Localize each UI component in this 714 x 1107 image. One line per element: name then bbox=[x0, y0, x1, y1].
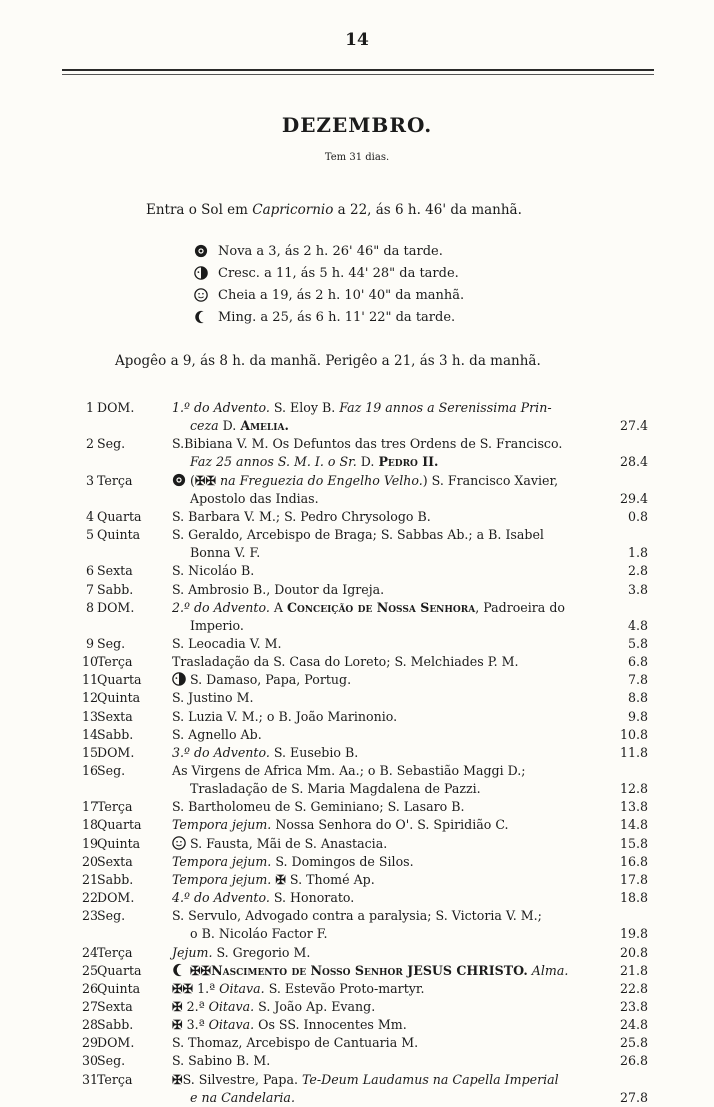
weekday: DOM. bbox=[97, 744, 135, 760]
moon-age: 14.8 bbox=[619, 817, 648, 833]
days-note: Tem 31 dias. bbox=[324, 152, 390, 163]
calendar-row bbox=[0, 1052, 714, 1070]
text-fragment: Nossa Senhora do O'. S. Spiridião C. bbox=[271, 817, 509, 833]
day-number: 20 bbox=[82, 853, 99, 869]
moon-age: 7.8 bbox=[627, 672, 648, 688]
text-fragment: Conceição de Nossa Senhora bbox=[286, 599, 476, 615]
text-fragment: Faz 19 annos a Serenissima Prin- bbox=[339, 400, 552, 415]
calendar-row bbox=[0, 980, 714, 998]
header-rule bbox=[62, 69, 654, 71]
text-fragment: D. bbox=[218, 418, 241, 434]
weekday: Terça bbox=[97, 654, 133, 670]
day-number: 8 bbox=[85, 599, 94, 615]
feast-text bbox=[172, 853, 414, 871]
text-fragment: Apostolo das Indias. bbox=[190, 490, 319, 506]
moon-age: 3.8 bbox=[627, 581, 648, 597]
text-fragment: Amelia. bbox=[240, 418, 289, 434]
day-number: 17 bbox=[82, 799, 99, 815]
moon-age: 22.8 bbox=[619, 980, 648, 996]
new-moon-icon bbox=[194, 244, 210, 260]
text-fragment: 2.º do Advento. bbox=[172, 599, 270, 615]
day-number: 25 bbox=[82, 962, 99, 978]
moon-phase-last-quarter bbox=[194, 310, 455, 326]
moon-age: 13.8 bbox=[619, 799, 648, 815]
cross-icon: ✠ bbox=[172, 1071, 183, 1087]
text-fragment: 1.º do Advento. bbox=[172, 400, 270, 415]
text-fragment: 3.º do Advento. bbox=[172, 744, 270, 760]
weekday: Sabb. bbox=[97, 871, 134, 887]
calendar-row bbox=[0, 581, 714, 599]
moon-age: 11.8 bbox=[619, 744, 648, 760]
text-fragment: S. Honorato. bbox=[269, 890, 355, 906]
cross-icon: ✠✠ bbox=[172, 980, 194, 996]
text-fragment: S.Bibiana V. M. Os Defuntos das tres Ordens de S. Francisco. bbox=[172, 436, 563, 452]
full-moon-icon bbox=[194, 288, 210, 304]
text-fragment: S. Agnello Ab. bbox=[172, 726, 262, 742]
day-number: 26 bbox=[82, 980, 99, 996]
feast-text bbox=[172, 581, 384, 599]
text-fragment: S. Eusebio B. bbox=[269, 744, 359, 760]
text-fragment: Pedro II. bbox=[378, 454, 439, 470]
day-number: 22 bbox=[82, 890, 99, 906]
feast-text bbox=[172, 871, 375, 889]
text-fragment: As Virgens de Africa Mm. Aa.; o B. Sebastião Maggi D.; bbox=[172, 763, 526, 778]
sun-entry bbox=[146, 202, 522, 218]
calendar-row bbox=[0, 853, 714, 871]
moon-age: 5.8 bbox=[627, 635, 648, 651]
calendar-row bbox=[0, 1016, 714, 1034]
feast-text bbox=[172, 998, 375, 1016]
calendar-row bbox=[0, 671, 714, 689]
weekday: Quinta bbox=[97, 835, 141, 851]
feast-text bbox=[172, 798, 465, 816]
text-fragment: , Padroeira do bbox=[475, 599, 565, 615]
text-fragment: S. Sabino B. M. bbox=[172, 1053, 271, 1069]
text-fragment: 1.ª bbox=[193, 980, 220, 996]
text-fragment: 3.ª bbox=[182, 1017, 209, 1033]
text-fragment: S. Servulo, Advogado contra a paralysia; S. Victoria V. M.; bbox=[172, 908, 542, 924]
calendar-row bbox=[0, 816, 714, 834]
text-fragment: Os SS. Innocentes Mm. bbox=[254, 1017, 407, 1033]
weekday: Sexta bbox=[97, 853, 133, 869]
text-fragment: S. Barbara V. M.; S. Pedro Chrysologo B. bbox=[172, 508, 431, 524]
feast-text bbox=[190, 490, 319, 508]
text-fragment: Jejum. bbox=[172, 944, 213, 960]
text-fragment: Trasladação de S. Maria Magdalena de Pazzi. bbox=[190, 781, 481, 797]
text-fragment: Nascimento de Nosso Senhor bbox=[211, 962, 408, 978]
moon-age: 16.8 bbox=[619, 853, 648, 869]
day-number: 5 bbox=[85, 527, 94, 543]
month-title: DEZEMBRO. bbox=[281, 113, 433, 137]
moon-age: 6.8 bbox=[627, 654, 648, 670]
feast-text bbox=[172, 635, 282, 653]
new-moon-icon bbox=[172, 473, 186, 492]
text-fragment: S. Geraldo, Arcebispo de Braga; S. Sabbas Ab.; a B. Isabel bbox=[172, 527, 544, 543]
cross-icon: ✠✠ bbox=[194, 472, 217, 488]
text-fragment: o B. Nicoláo Factor F. bbox=[190, 926, 328, 942]
feast-text bbox=[172, 907, 542, 925]
day-number: 9 bbox=[85, 635, 94, 651]
calendar-row-continuation bbox=[0, 1089, 714, 1107]
text-fragment: JESUS CHRISTO. bbox=[407, 962, 528, 978]
moon-age: 8.8 bbox=[627, 690, 648, 706]
day-number: 6 bbox=[85, 563, 94, 579]
text-fragment: ceza bbox=[190, 418, 219, 434]
last-quarter-icon bbox=[172, 963, 186, 982]
day-number: 2 bbox=[85, 436, 94, 452]
text-fragment: S. Ambrosio B., Doutor da Igreja. bbox=[172, 581, 385, 597]
calendar-row bbox=[0, 798, 714, 816]
last-quarter-icon bbox=[194, 310, 210, 326]
day-number: 24 bbox=[82, 944, 99, 960]
day-number: 13 bbox=[82, 708, 99, 724]
weekday: Quinta bbox=[97, 690, 141, 706]
cross-icon: ✠ bbox=[275, 871, 286, 887]
text-fragment: S. Bartholomeu de S. Geminiano; S. Lasaro B. bbox=[172, 799, 465, 815]
calendar-row bbox=[0, 998, 714, 1016]
day-number: 12 bbox=[82, 690, 99, 706]
text-fragment: 2.ª bbox=[182, 998, 209, 1014]
calendar-row bbox=[0, 689, 714, 707]
text-fragment: Te-Deum Laudamus na Capella Imperial bbox=[302, 1071, 559, 1087]
weekday: Terça bbox=[97, 1071, 133, 1087]
calendar-row bbox=[0, 1034, 714, 1052]
weekday: Quarta bbox=[97, 817, 142, 833]
text-fragment: D. bbox=[356, 454, 379, 470]
moon-age: 9.8 bbox=[627, 708, 648, 724]
text-fragment: S. Damaso, Papa, Portug. bbox=[190, 672, 352, 688]
weekday: Quinta bbox=[97, 527, 141, 543]
calendar-row bbox=[0, 562, 714, 580]
feast-text bbox=[172, 689, 254, 707]
page-number: 14 bbox=[345, 30, 369, 50]
weekday: Sabb. bbox=[97, 1017, 134, 1033]
moon-age: 27.4 bbox=[619, 418, 648, 434]
day-number: 18 bbox=[82, 817, 99, 833]
text-fragment: ( bbox=[190, 472, 195, 488]
feast-text bbox=[190, 453, 438, 471]
calendar-row bbox=[0, 835, 714, 853]
text-fragment: S. Domingos de Silos. bbox=[271, 853, 414, 869]
text-fragment: S. Estevão Proto-martyr. bbox=[264, 980, 425, 996]
day-number: 15 bbox=[82, 744, 99, 760]
feast-text bbox=[190, 617, 244, 635]
text-fragment: Bonna V. F. bbox=[190, 545, 261, 561]
calendar-row bbox=[0, 508, 714, 526]
day-number: 16 bbox=[82, 763, 99, 778]
text-fragment: S. Fausta, Mãi de S. Anastacia. bbox=[190, 835, 388, 851]
weekday: Quinta bbox=[97, 980, 141, 996]
moon-phase-text: Cresc. a 11, ás 5 h. 44' 28" da tarde. bbox=[218, 266, 459, 281]
calendar-row bbox=[0, 435, 714, 453]
feast-text bbox=[172, 1016, 407, 1034]
day-number: 28 bbox=[82, 1017, 99, 1033]
moon-age: 29.4 bbox=[619, 490, 648, 506]
weekday: Sabb. bbox=[97, 726, 134, 742]
weekday: DOM. bbox=[97, 400, 135, 415]
calendar-row-continuation bbox=[0, 617, 714, 635]
text-fragment: Alma. bbox=[527, 962, 569, 978]
weekday: Seg. bbox=[97, 1053, 126, 1069]
weekday: Terça bbox=[97, 944, 133, 960]
text-fragment: S. Leocadia V. M. bbox=[172, 635, 282, 651]
moon-phase-text: Nova a 3, ás 2 h. 26' 46" da tarde. bbox=[218, 244, 443, 259]
text-fragment: Tempora jejum. bbox=[172, 853, 272, 869]
calendar-row bbox=[0, 399, 714, 417]
text-fragment: Oitava. bbox=[208, 1017, 255, 1033]
calendar-row-continuation bbox=[0, 780, 714, 798]
day-number: 10 bbox=[82, 654, 99, 670]
text-fragment: Tempora jejum. bbox=[172, 871, 272, 887]
text-fragment: A bbox=[269, 599, 287, 615]
day-number: 19 bbox=[82, 835, 99, 851]
moon-age: 19.8 bbox=[619, 926, 648, 942]
day-number: 11 bbox=[82, 672, 99, 688]
sun-entry-post: a 22, ás 6 h. 46' da manhã. bbox=[333, 202, 522, 218]
day-number: 4 bbox=[85, 508, 94, 524]
calendar-row bbox=[0, 726, 714, 744]
moon-age: 1.8 bbox=[627, 545, 648, 561]
header-rule-thin bbox=[62, 74, 654, 75]
weekday: Seg. bbox=[97, 763, 126, 778]
calendar-row bbox=[0, 871, 714, 889]
moon-age: 2.8 bbox=[627, 563, 648, 579]
text-fragment: e na Candelaria. bbox=[190, 1089, 295, 1105]
moon-age: 23.8 bbox=[619, 998, 648, 1014]
moon-age: 26.8 bbox=[619, 1053, 648, 1069]
feast-text bbox=[172, 962, 568, 982]
text-fragment: S. Luzia V. M.; o B. João Marinonio. bbox=[172, 708, 398, 724]
text-fragment: Trasladação da S. Casa do Loreto; S. Melchiades P. M. bbox=[172, 654, 519, 670]
text-fragment: Oitava. bbox=[219, 980, 265, 996]
moon-age: 25.8 bbox=[619, 1035, 648, 1051]
feast-text bbox=[172, 889, 354, 907]
feast-text bbox=[190, 544, 260, 562]
feast-text bbox=[172, 944, 310, 962]
calendar-row bbox=[0, 907, 714, 925]
feast-text bbox=[172, 671, 351, 691]
weekday: Sabb. bbox=[97, 581, 134, 597]
moon-phase-text: Ming. a 25, ás 6 h. 11' 22" da tarde. bbox=[218, 310, 456, 325]
moon-age: 28.4 bbox=[619, 454, 648, 470]
calendar-row bbox=[0, 944, 714, 962]
moon-phase-full bbox=[194, 288, 464, 304]
feast-text bbox=[172, 744, 358, 762]
text-fragment: Faz 25 annos S. M. I. o Sr. bbox=[190, 454, 357, 470]
feast-text bbox=[172, 708, 397, 726]
zodiac-sign: Capricornio bbox=[252, 202, 334, 218]
day-number: 27 bbox=[82, 998, 99, 1014]
calendar-row-continuation bbox=[0, 490, 714, 508]
calendar-row bbox=[0, 653, 714, 671]
full-moon-icon bbox=[172, 836, 186, 855]
feast-text bbox=[172, 562, 254, 580]
feast-text bbox=[172, 599, 565, 617]
feast-text bbox=[172, 399, 552, 417]
weekday: Terça bbox=[97, 799, 133, 815]
moon-age: 0.8 bbox=[627, 508, 648, 524]
day-number: 21 bbox=[82, 871, 99, 887]
weekday: DOM. bbox=[97, 599, 135, 615]
calendar-row bbox=[0, 762, 714, 780]
day-number: 29 bbox=[82, 1035, 99, 1051]
calendar-row bbox=[0, 1071, 714, 1089]
feast-text bbox=[172, 1034, 418, 1052]
text-fragment: S. João Ap. Evang. bbox=[254, 998, 376, 1014]
text-fragment: S. Nicoláo B. bbox=[172, 563, 255, 579]
weekday: Sexta bbox=[97, 563, 133, 579]
day-number: 31 bbox=[82, 1071, 99, 1087]
moon-phase-new bbox=[194, 244, 443, 260]
feast-text bbox=[172, 816, 509, 834]
cross-icon: ✠ bbox=[172, 1017, 183, 1033]
feast-text bbox=[190, 417, 289, 435]
feast-text bbox=[172, 472, 558, 492]
moon-age: 18.8 bbox=[619, 890, 648, 906]
moon-age: 15.8 bbox=[619, 835, 648, 851]
feast-text bbox=[190, 1089, 295, 1107]
text-fragment: Tempora jejum. bbox=[172, 817, 272, 833]
text-fragment: Oitava. bbox=[208, 998, 255, 1014]
text-fragment: na Freguezia do Engelho Velho. bbox=[216, 472, 423, 488]
moon-age: 4.8 bbox=[627, 617, 648, 633]
weekday: Seg. bbox=[97, 635, 126, 651]
calendar-row bbox=[0, 635, 714, 653]
moon-age: 21.8 bbox=[619, 962, 648, 978]
day-number: 30 bbox=[82, 1053, 99, 1069]
first-quarter-icon bbox=[194, 266, 210, 282]
feast-text bbox=[172, 1052, 270, 1070]
apogee-perigee-line: Apogêo a 9, ás 8 h. da manhã. Perigêo a 21, ás 3 h. da manhã. bbox=[115, 353, 541, 369]
calendar-row-continuation bbox=[0, 925, 714, 943]
weekday: Sexta bbox=[97, 998, 133, 1014]
weekday: DOM. bbox=[97, 890, 135, 906]
moon-phase-first-quarter bbox=[194, 266, 459, 282]
text-fragment: S. Thomaz, Arcebispo de Cantuaria M. bbox=[172, 1035, 419, 1051]
text-fragment: Imperio. bbox=[190, 617, 244, 633]
moon-phase-text: Cheia a 19, ás 2 h. 10' 40" da manhã. bbox=[218, 288, 465, 303]
text-fragment: ) S. Francisco Xavier, bbox=[422, 472, 559, 488]
day-number: 23 bbox=[82, 908, 99, 924]
calendar-row bbox=[0, 889, 714, 907]
day-number: 7 bbox=[85, 581, 94, 597]
day-number: 3 bbox=[85, 472, 94, 488]
moon-age: 17.8 bbox=[619, 871, 648, 887]
weekday: Quarta bbox=[97, 962, 142, 978]
moon-age: 27.8 bbox=[619, 1089, 648, 1105]
calendar-row bbox=[0, 472, 714, 490]
calendar-row bbox=[0, 744, 714, 762]
text-fragment: S. Gregorio M. bbox=[212, 944, 311, 960]
feast-text bbox=[172, 653, 519, 671]
moon-age: 24.8 bbox=[619, 1017, 648, 1033]
cross-icon: ✠ bbox=[172, 998, 183, 1014]
feast-text bbox=[172, 726, 262, 744]
day-number: 14 bbox=[82, 726, 99, 742]
first-quarter-icon bbox=[172, 672, 186, 691]
feast-text bbox=[190, 925, 328, 943]
weekday: Quarta bbox=[97, 508, 142, 524]
weekday: Terça bbox=[97, 472, 133, 488]
moon-age: 20.8 bbox=[619, 944, 648, 960]
weekday: Sexta bbox=[97, 708, 133, 724]
moon-age: 12.8 bbox=[619, 781, 648, 797]
text-fragment: S. Silvestre, Papa. bbox=[182, 1071, 302, 1087]
text-fragment: S. Thomé Ap. bbox=[285, 871, 375, 887]
day-number: 1 bbox=[85, 400, 94, 415]
calendar-row-continuation bbox=[0, 544, 714, 562]
weekday: Quarta bbox=[97, 672, 142, 688]
feast-text bbox=[172, 508, 431, 526]
feast-text bbox=[172, 980, 425, 998]
calendar-row bbox=[0, 599, 714, 617]
feast-text bbox=[172, 526, 544, 544]
moon-age: 10.8 bbox=[619, 726, 648, 742]
weekday: Seg. bbox=[97, 436, 126, 452]
calendar-row bbox=[0, 526, 714, 544]
sun-entry-pre: Entra o Sol em bbox=[146, 202, 253, 218]
feast-text bbox=[172, 835, 387, 855]
calendar-row bbox=[0, 708, 714, 726]
feast-text bbox=[172, 435, 562, 453]
feast-text bbox=[172, 762, 526, 780]
text-fragment: S. Justino M. bbox=[172, 690, 254, 706]
cross-icon: ✠✠ bbox=[190, 962, 212, 978]
feast-text bbox=[190, 780, 481, 798]
calendar-row-continuation bbox=[0, 453, 714, 471]
weekday: Seg. bbox=[97, 908, 126, 924]
calendar-row-continuation bbox=[0, 417, 714, 435]
text-fragment: 4.º do Advento. bbox=[172, 890, 270, 906]
feast-text bbox=[172, 1071, 559, 1089]
weekday: DOM. bbox=[97, 1035, 135, 1051]
text-fragment: S. Eloy B. bbox=[269, 400, 340, 415]
calendar-row bbox=[0, 962, 714, 980]
